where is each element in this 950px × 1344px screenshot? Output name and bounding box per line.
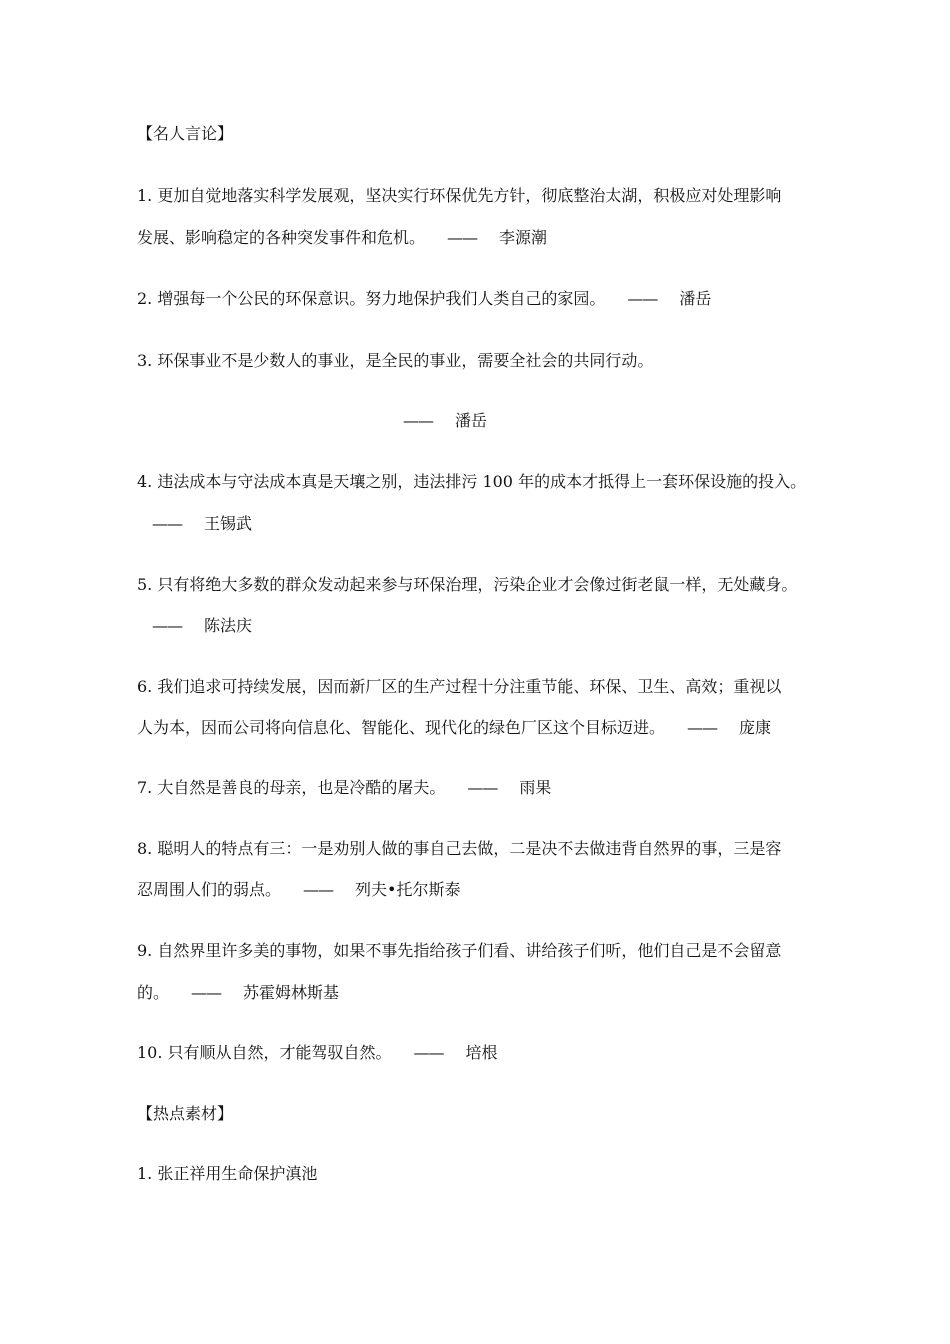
quote-9-text: 的。 — [137, 983, 170, 1002]
quote-6-line-2 — [137, 718, 771, 738]
quote-9-line-2 — [137, 983, 339, 1003]
quote-8-line-1: 8. 聪明人的特点有三：一是劝别人做的事自己去做，二是决不去做违背自然界的事，三是容 — [137, 839, 782, 858]
quote-1-text: 发展、影响稳定的各种突发事件和危机。 — [137, 228, 426, 247]
quote-8-line-2 — [137, 880, 460, 900]
quote-4-text: 4. 违法成本与守法成本真是天壤之别，违法排污 100 年的成本才抵得上一套环保设施的投入。 — [137, 472, 807, 491]
quote-5-author: 陈法庆 — [204, 616, 253, 635]
quote-1-author: 李源潮 — [499, 228, 548, 247]
material-1: 1. 张正祥用生命保护滇池 — [137, 1164, 318, 1183]
quote-dash: —— — [467, 778, 498, 797]
quote-dash: —— — [303, 880, 334, 899]
quote-8-author: 列夫•托尔斯泰 — [355, 880, 461, 899]
quote-4-attribution — [152, 514, 252, 534]
quote-2 — [137, 289, 711, 309]
quote-1-line-2 — [137, 228, 547, 248]
quote-8-text: 忍周围人们的弱点。 — [137, 880, 282, 899]
quote-dash: —— — [152, 616, 182, 635]
quote-6-text: 人为本，因而公司将向信息化、智能化、现代化的绿色厂区这个目标迈进。 — [137, 718, 666, 737]
quote-9-line-1: 9. 自然界里许多美的事物，如果不事先指给孩子们看、讲给孩子们听，他们自己是不会留意 — [137, 941, 782, 960]
quote-dash: —— — [152, 514, 182, 533]
quote-3-author: 潘岳 — [455, 411, 488, 430]
quote-7 — [137, 778, 551, 798]
quote-3-attribution — [403, 411, 487, 431]
quote-6-author: 庞康 — [739, 718, 772, 737]
quote-dash: —— — [627, 289, 658, 308]
quote-3-text: 3. 环保事业不是少数人的事业，是全民的事业，需要全社会的共同行动。 — [137, 351, 654, 370]
quote-dash: —— — [687, 718, 718, 737]
quote-dash: —— — [413, 1043, 444, 1062]
quote-dash: —— — [447, 228, 478, 247]
quote-6-line-1: 6. 我们追求可持续发展，因而新厂区的生产过程十分注重节能、环保、卫生、高效；重视以 — [137, 677, 782, 696]
section-heading-materials: 【热点素材】 — [137, 1104, 234, 1123]
quote-9-author: 苏霍姆林斯基 — [243, 983, 340, 1002]
quote-10 — [137, 1043, 498, 1063]
quote-2-author: 潘岳 — [679, 289, 712, 308]
quote-10-text: 10. 只有顺从自然，才能驾驭自然。 — [137, 1043, 392, 1062]
quote-2-text: 2. 增强每一个公民的环保意识。努力地保护我们人类自己的家园。 — [137, 289, 606, 308]
quote-dash: —— — [403, 411, 433, 430]
quote-5-attribution — [152, 616, 252, 636]
quote-10-author: 培根 — [465, 1043, 498, 1062]
quote-1-line-1: 1. 更加自觉地落实科学发展观，坚决实行环保优先方针，彻底整治太湖，积极应对处理影响 — [137, 186, 782, 205]
quote-7-text: 7. 大自然是善良的母亲，也是冷酷的屠夫。 — [137, 778, 446, 797]
quote-5-text: 5. 只有将绝大多数的群众发动起来参与环保治理，污染企业才会像过街老鼠一样，无处藏身。 — [137, 575, 798, 594]
section-heading-quotes: 【名人言论】 — [137, 124, 234, 143]
quote-4-author: 王锡武 — [204, 514, 253, 533]
quote-7-author: 雨果 — [519, 778, 552, 797]
quote-dash: —— — [191, 983, 222, 1002]
